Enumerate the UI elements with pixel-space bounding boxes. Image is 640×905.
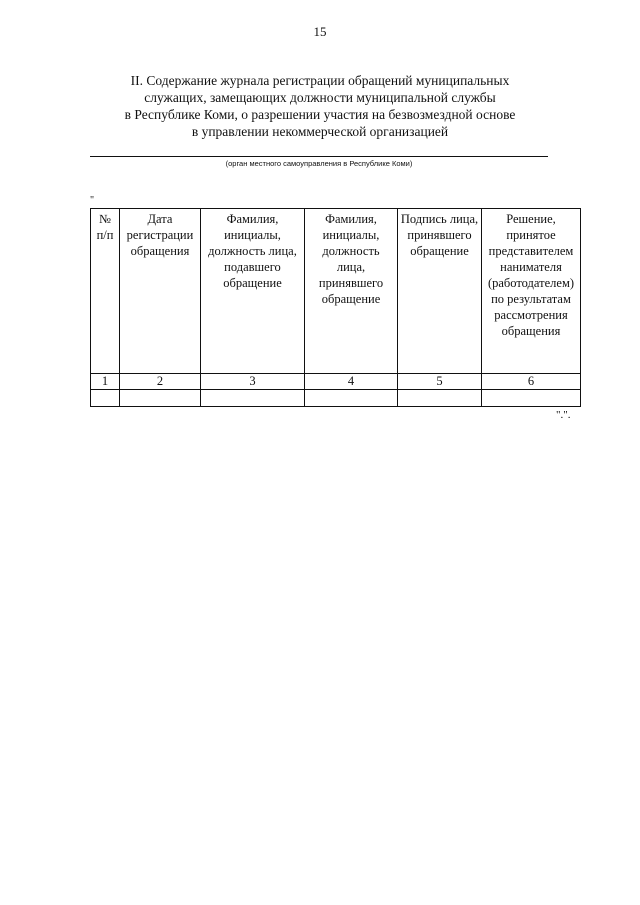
title-line: в управлении некоммерческой организацией — [191, 124, 449, 139]
empty-cell — [120, 390, 201, 407]
table-header-row — [91, 209, 581, 374]
column-number-cell: 4 — [305, 374, 398, 390]
title-line: II. Содержание журнала регистрации обращений муниципальных — [130, 73, 510, 88]
org-name-underline — [90, 156, 548, 157]
empty-cell — [91, 390, 120, 407]
column-number-cell: 6 — [482, 374, 581, 390]
empty-cell — [201, 390, 305, 407]
column-number-cell: 3 — [201, 374, 305, 390]
registration-journal-table — [90, 208, 581, 407]
empty-cell — [305, 390, 398, 407]
column-number-cell: 5 — [398, 374, 482, 390]
org-name-caption: (орган местного самоуправления в Республике Коми) — [225, 159, 413, 168]
header-cell-decision: Решение, принятое представителем нанимателя (работодателем) по результатам рассмотрения обращения — [482, 209, 581, 374]
close-quote: ".". — [556, 409, 571, 421]
column-number-cell: 1 — [91, 374, 120, 390]
empty-cell — [398, 390, 482, 407]
header-cell-signature: Подпись лица, принявшего обращение — [398, 209, 482, 374]
table-row — [91, 390, 581, 407]
title-line: служащих, замещающих должности муниципальной службы — [144, 90, 496, 105]
empty-cell — [482, 390, 581, 407]
page-number: 15 — [313, 24, 327, 39]
column-number-cell: 2 — [120, 374, 201, 390]
document-title — [90, 72, 550, 140]
header-cell-receiver: Фамилия, инициалы, должность лица, принявшего обращение — [305, 209, 398, 374]
title-line: в Республике Коми, о разрешении участия на безвозмездной основе — [124, 107, 516, 122]
header-cell-submitter: Фамилия, инициалы, должность лица, подавшего обращение — [201, 209, 305, 374]
header-cell-date: Дата регистрации обращения — [120, 209, 201, 374]
header-cell-number: № п/п — [91, 209, 120, 374]
column-number-row — [91, 374, 581, 390]
open-quote: " — [90, 195, 95, 206]
